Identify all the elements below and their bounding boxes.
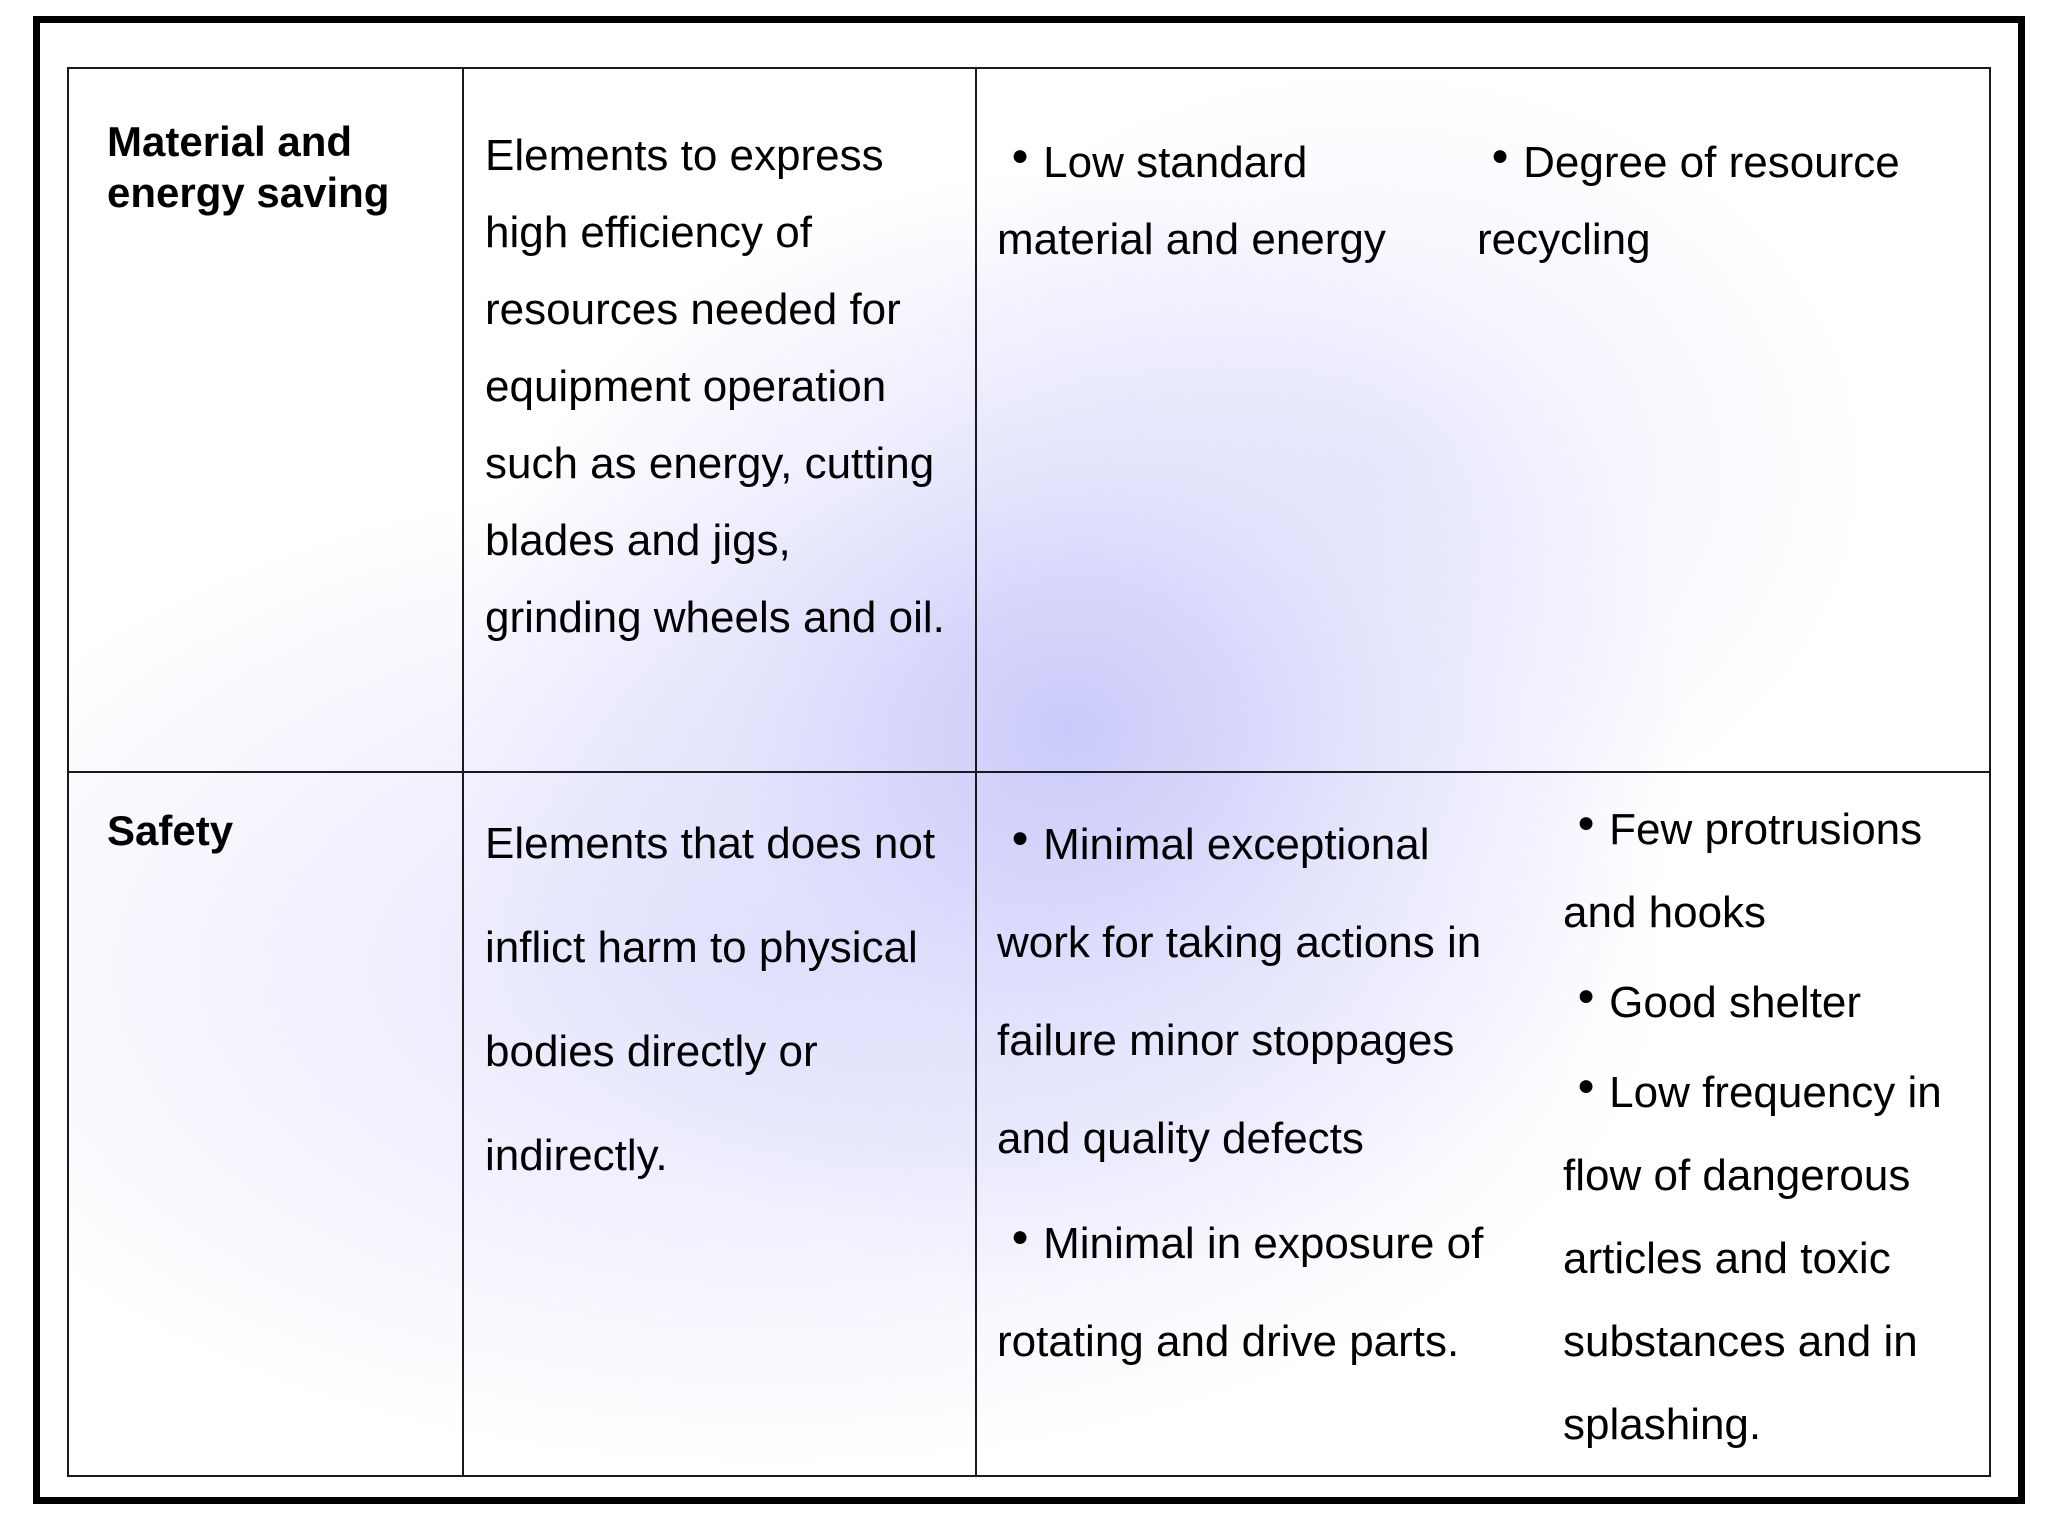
bullet-list-safety-a [997,789,1507,1391]
bullet-icon: ● [1577,1069,1596,1102]
bullet-list-safety-b [1563,781,1983,1466]
criteria-table [67,67,1991,1477]
row-divider [69,771,1989,773]
list-item: ● Degree of resource recycling [1477,138,1900,264]
list-item: ● Low standard material and energy [997,138,1386,264]
list-item: ● Minimal in exposure of rotating and drive parts. [997,1219,1484,1366]
bullet-icon: ● [1577,806,1596,839]
row-label-safety: Safety [107,807,234,854]
list-item: ● Low frequency in flow of dangerous articles and toxic substances and in splashing. [1563,1068,1942,1449]
bullet-icon: ● [1491,139,1510,172]
bullet-icon: ● [1011,139,1030,172]
bullet-icon: ● [1011,821,1030,854]
row-definition-safety: Elements that does not inflict harm to physical bodies directly or indirectly. [485,819,936,1180]
list-item: ● Few protrusions and hooks [1563,805,1923,937]
bullet-list-material-energy-b [1477,117,1947,278]
row-label-material-energy: Material and energy saving [107,118,390,216]
bullet-icon: ● [1011,1220,1030,1253]
row-definition-material-energy: Elements to express high efficiency of resources needed for equipment operation such as energy, cutting blades and jigs, grinding wheels and oil. [485,131,945,642]
bullet-list-material-energy-a [997,117,1437,278]
bullet-icon: ● [1577,979,1596,1012]
list-item: ● Good shelter [1577,978,1862,1027]
list-item: ● Minimal exceptional work for taking actions in failure minor stoppages and quality defects [997,820,1482,1163]
